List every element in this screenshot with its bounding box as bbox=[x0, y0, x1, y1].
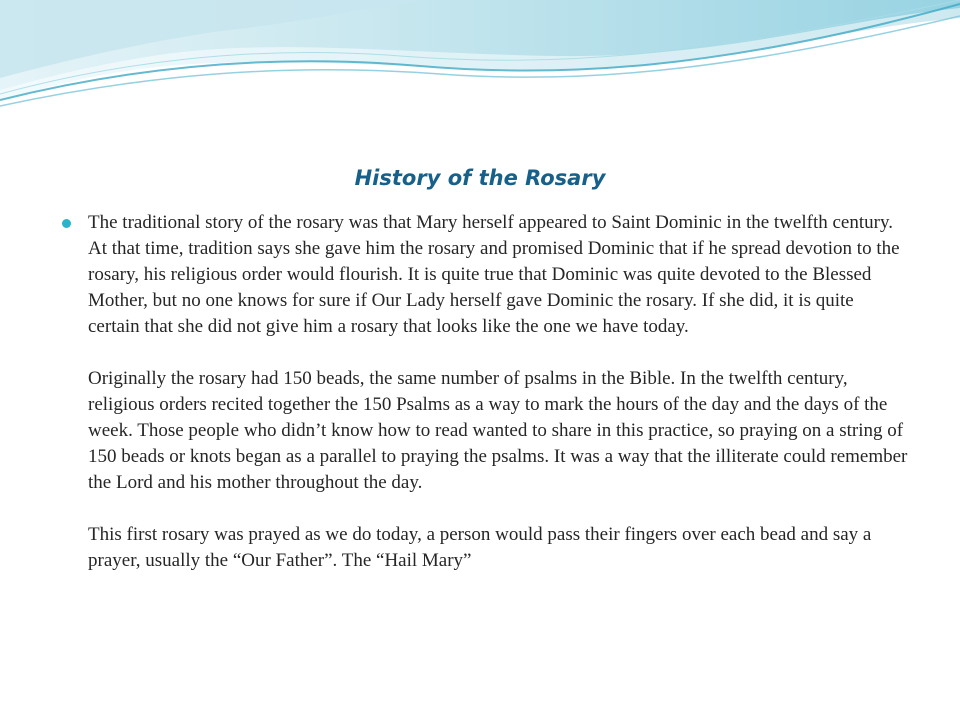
paragraph-3: This first rosary was prayed as we do today, a person would pass their fingers over each bead and say a prayer, usually the “Our Father”. The “Hail Mary” bbox=[88, 524, 872, 571]
paragraph-2: Originally the rosary had 150 beads, the same number of psalms in the Bible. In the twelfth century, religious orders recited together the 150 Psalms as a way to mark the hours of the day and the days of the week. Those people who didn’t know how to read wanted to share in this practice, so praying on a string of 150 beads or knots began as a parallel to praying the psalms. It was a way that the illiterate could remember the Lord and his mother throughout the day. bbox=[88, 368, 908, 493]
paragraph-1: The traditional story of the rosary was that Mary herself appeared to Saint Dominic in the twelfth century. At that time, tradition says she gave him the rosary and promised Dominic that if he spread devotion to the rosary, his religious order would flourish. It is quite true that Dominic was quite devoted to the Blessed Mother, but no one knows for sure if Our Lady herself gave Dominic the rosary. If she did, it is quite certain that she did not give him a rosary that looks like the one we have today. bbox=[88, 212, 900, 337]
bullet-dot-icon bbox=[62, 219, 71, 228]
slide-title: History of the Rosary bbox=[354, 166, 606, 190]
bullet-item bbox=[60, 210, 910, 574]
slide-body bbox=[60, 210, 910, 574]
wave-header-decoration bbox=[0, 0, 960, 120]
